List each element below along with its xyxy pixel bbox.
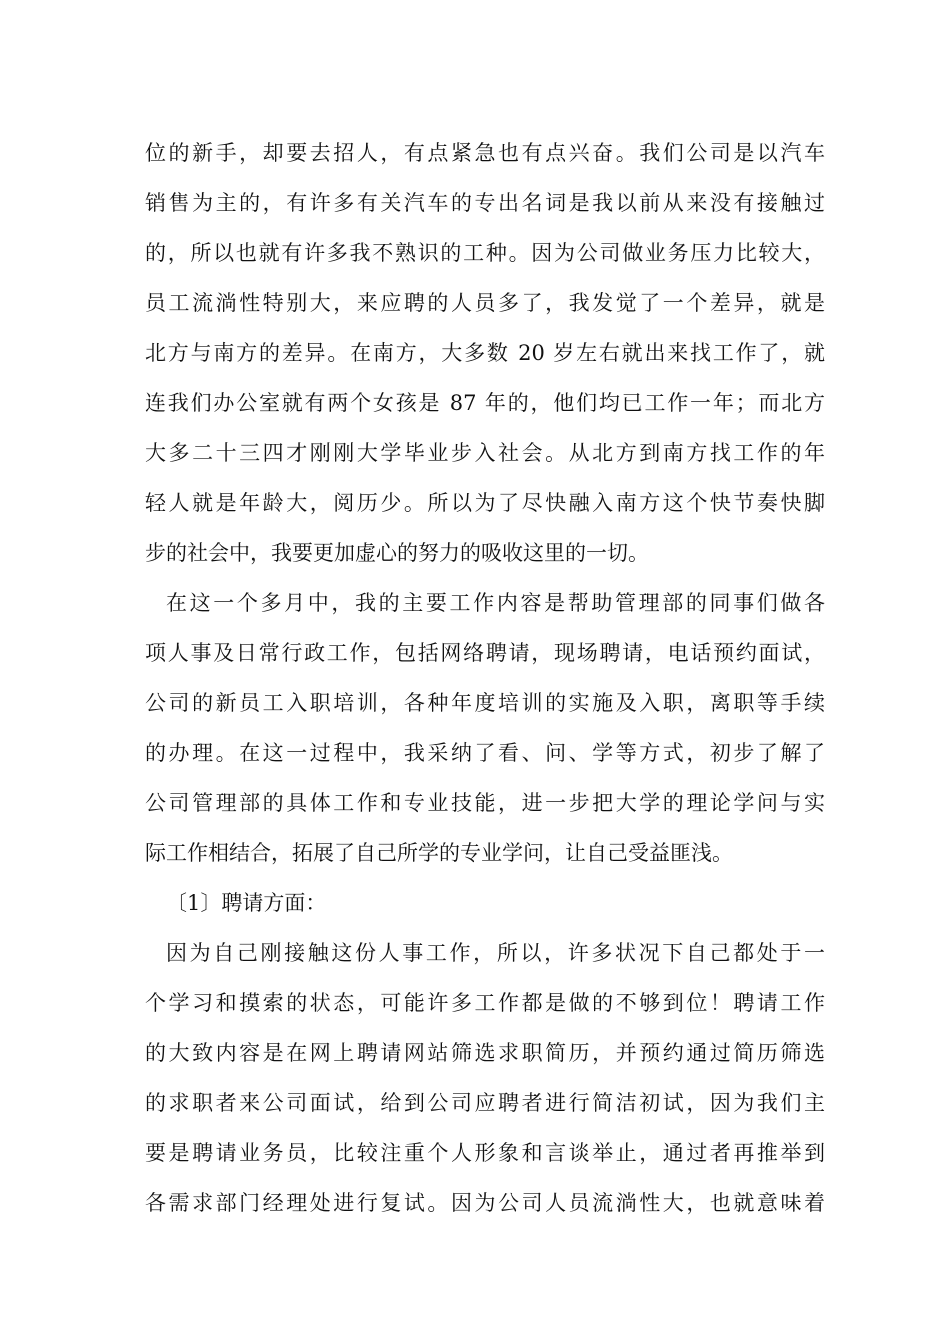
document-body xyxy=(145,128,825,1228)
text-line: 轻人就是年龄大，阅历少。所以为了尽快融入南方这个快节奏快脚 xyxy=(145,491,825,515)
text-line: 要是聘请业务员，比较注重个人形象和言谈举止，通过者再推举到 xyxy=(145,1141,825,1165)
text-line: 销售为主的，有许多有关汽车的专出名词是我以前从来没有接触过 xyxy=(145,191,825,215)
text-line: 的办理。在这一过程中，我采纳了看、问、学等方式，初步了解了 xyxy=(145,741,825,765)
text-line: 在这一个多月中，我的主要工作内容是帮助管理部的同事们做各 xyxy=(166,591,825,615)
text-line: 各需求部门经理处进行复试。因为公司人员流淌性大，也就意味着 xyxy=(145,1191,825,1215)
text-line: 因为自己刚接触这份人事工作，所以，许多状况下自己都处于一 xyxy=(166,941,825,965)
text-line: 连我们办公室就有两个女孩是 87 年的，他们均已工作一年；而北方 xyxy=(145,391,825,415)
text-line: 员工流淌性特别大，来应聘的人员多了，我发觉了一个差异，就是 xyxy=(145,291,825,315)
text-line: 公司的新员工入职培训，各种年度培训的实施及入职，离职等手续 xyxy=(145,691,825,715)
text-line: 公司管理部的具体工作和专业技能，进一步把大学的理论学问与实 xyxy=(145,791,825,815)
text-line: 的，所以也就有许多我不熟识的工种。因为公司做业务压力比较大， xyxy=(145,241,825,265)
text-line: 际工作相结合，拓展了自己所学的专业学问，让自己受益匪浅。 xyxy=(145,841,733,865)
text-line: 北方与南方的差异。在南方，大多数 20 岁左右就出来找工作了，就 xyxy=(145,341,825,365)
text-line: 项人事及日常行政工作，包括网络聘请，现场聘请，电话预约面试， xyxy=(145,641,825,665)
text-line: 的大致内容是在网上聘请网站筛选求职简历，并预约通过简历筛选 xyxy=(145,1041,825,1065)
text-line: 的求职者来公司面试，给到公司应聘者进行简洁初试，因为我们主 xyxy=(145,1091,825,1115)
text-line: 步的社会中，我要更加虚心的努力的吸收这里的一切。 xyxy=(145,541,649,565)
section-heading: 〔1〕聘请方面： xyxy=(166,891,327,915)
text-line: 位的新手，却要去招人，有点紧急也有点兴奋。我们公司是以汽车 xyxy=(145,141,825,165)
text-line: 大多二十三四才刚刚大学毕业步入社会。从北方到南方找工作的年 xyxy=(145,441,825,465)
text-line: 个学习和摸索的状态，可能许多工作都是做的不够到位！聘请工作 xyxy=(145,991,825,1015)
